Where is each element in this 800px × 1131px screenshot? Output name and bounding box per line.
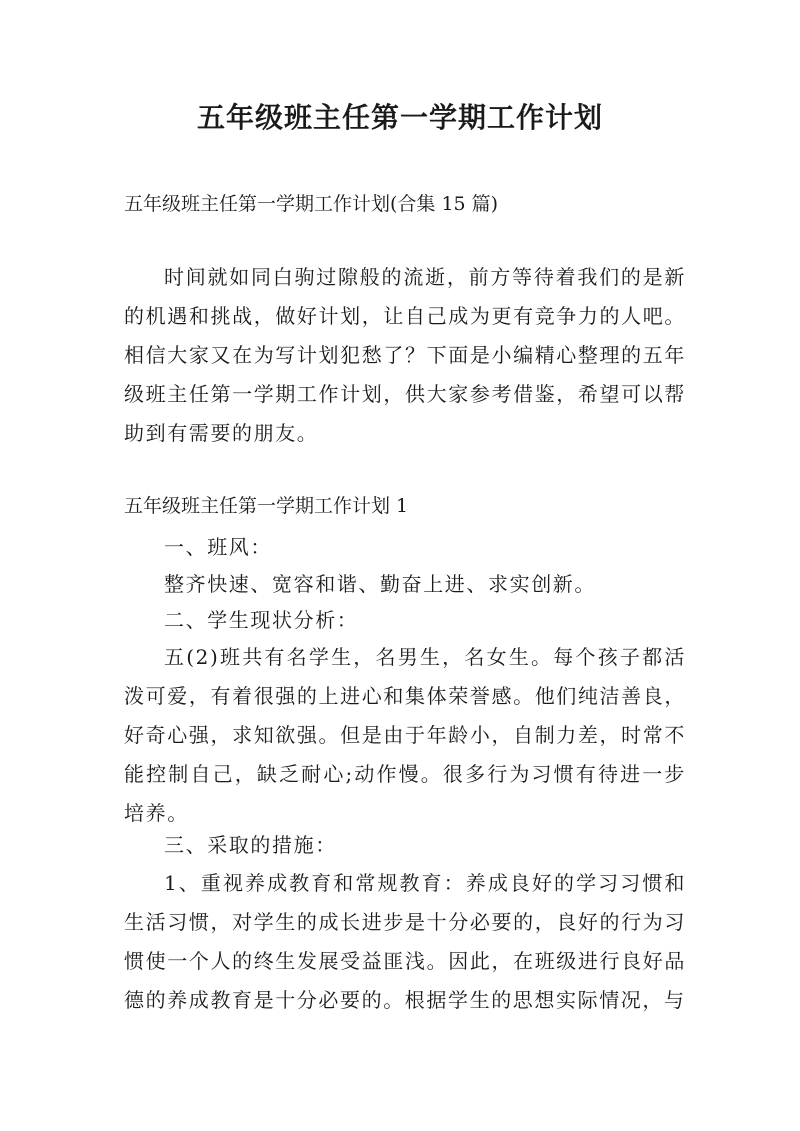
document-subtitle: 五年级班主任第一学期工作计划(合集 15 篇) — [124, 193, 499, 215]
item3-paragraph: 1、重视养成教育和常规教育：养成良好的学习习惯和生活习惯，对学生的成长进步是十分必要的，良好的行为习惯使一个人的终生发展受益匪浅。因此，在班级进行良好品德的养成教育是十分必要的。根据学生的思想实际情况，与 — [124, 871, 686, 1012]
intro-paragraph: 时间就如同白驹过隙般的流逝，前方等待着我们的是新的机遇和挑战，做好计划，让自己成为更有竞争力的人吧。相信大家又在为写计划犯愁了？下面是小编精心整理的五年级班主任第一学期工作计划，供大家参考借鉴，希望可以帮助到有需要的朋友。 — [124, 265, 686, 445]
document-title: 五年级班主任第一学期工作计划 — [196, 101, 603, 134]
item3-heading: 三、采取的措施： — [164, 833, 337, 857]
item2-paragraph: 五(2)班共有名学生，名男生，名女生。每个孩子都活泼可爱，有着很强的上进心和集体荣誉感。他们纯洁善良，好奇心强，求知欲强。但是由于年龄小，自制力差，时常不能控制自己，缺乏耐心;动作慢。很多行为习惯有待进一步培养。 — [124, 645, 686, 825]
item2-heading: 二、学生现状分析： — [164, 608, 359, 632]
item1-heading: 一、班风： — [164, 535, 272, 559]
item1-text: 整齐快速、宽容和谐、勤奋上进、求实创新。 — [164, 572, 596, 596]
section-heading: 五年级班主任第一学期工作计划 1 — [124, 495, 409, 517]
